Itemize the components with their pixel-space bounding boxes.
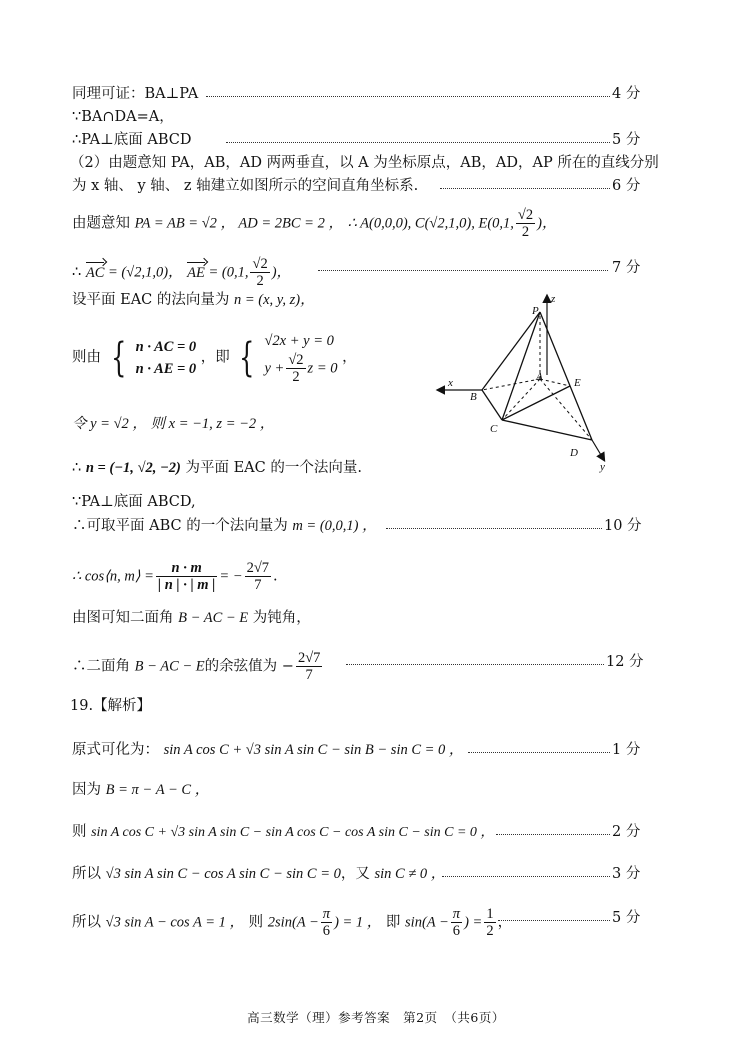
denominator: 2 — [256, 273, 264, 289]
system-row — [264, 352, 337, 385]
fraction — [516, 207, 535, 240]
system-row — [264, 330, 337, 352]
text: （2）由题意知 PA，AB，AD 两两垂直，以 A 为坐标原点，AB，AD，AP 所在的直线分别 — [70, 155, 659, 171]
math-expr: ) = 1 ， — [334, 914, 382, 931]
text: ∵PA⊥底面 ABCD, — [72, 494, 196, 510]
fraction — [321, 906, 332, 939]
text: ∴ — [72, 264, 82, 281]
fraction — [245, 560, 271, 593]
dot-leader — [496, 834, 610, 835]
dot-leader — [498, 920, 610, 921]
proof-line-2 — [72, 107, 174, 127]
proof-line-18 — [72, 740, 463, 760]
score-label: 5 分 — [612, 910, 641, 926]
text: 为平面 EAC 的一个法向量. — [185, 460, 362, 476]
score-label: 12 分 — [606, 654, 644, 670]
score-label: 7 分 — [612, 260, 641, 276]
denominator: 6 — [322, 923, 331, 939]
proof-line-3 — [72, 130, 191, 150]
score-label: 6 分 — [612, 178, 641, 194]
text: ∴二面角 — [72, 658, 130, 675]
label-E: E — [574, 377, 581, 389]
proof-line-4 — [70, 153, 659, 173]
score-label: 4 分 — [612, 86, 641, 102]
math-expr: sin C ≠ 0 ， — [374, 866, 446, 882]
vector-ae: AE — [187, 264, 205, 281]
text: ， — [497, 914, 513, 931]
text: 为 x 轴、 y 轴、 z 轴建立如图所示的空间直角坐标系. — [72, 178, 419, 194]
math-expr: ∴ cos⟨n, m⟩ = — [72, 568, 154, 585]
text: 所以 — [72, 866, 101, 882]
math-expr: ∴ A(0,0,0), C(√2,1,0), E(0,1, — [347, 215, 514, 232]
score-label: 3 分 — [612, 866, 641, 882]
denominator: 7 — [305, 667, 313, 683]
proof-line-6 — [72, 207, 556, 240]
math-expr: m = (0,0,1) ， — [292, 518, 377, 534]
fraction — [286, 352, 305, 385]
proof-line-7 — [72, 256, 291, 289]
proof-line-21 — [72, 864, 445, 884]
math-expr: y + — [264, 360, 285, 377]
dot-leader — [226, 142, 610, 143]
text: . — [273, 568, 278, 585]
proof-line-15 — [72, 608, 311, 628]
fraction — [156, 560, 218, 593]
proof-line-14 — [72, 560, 278, 593]
fraction — [250, 256, 269, 289]
text: 同理可证：BA⊥PA — [72, 86, 199, 102]
proof-line-12 — [72, 492, 196, 512]
edge-CD — [502, 420, 592, 440]
numerator: √2 — [517, 207, 534, 223]
math-expr: n · AE = 0 — [135, 360, 197, 377]
dot-leader — [206, 96, 610, 97]
proof-line-19 — [72, 780, 209, 800]
math-expr: sin A cos C + √3 sin A sin C − sin A cos C − cos A sin C − sin C = 0 ， — [91, 825, 495, 840]
label-z: z — [551, 293, 556, 305]
math-expr: B = π − A − C ， — [105, 782, 210, 798]
numerator: 2√7 — [297, 650, 321, 666]
edge-BC — [482, 390, 502, 420]
math-expr: n = (−1, √2, −2) — [85, 460, 181, 476]
label-x: x — [448, 377, 453, 389]
pyramid-figure — [432, 290, 632, 480]
math-expr: B − AC − E — [134, 658, 205, 675]
text: 的余弦值为 − — [204, 658, 294, 675]
score-label: 5 分 — [612, 132, 641, 148]
denominator: | n | · | m | — [157, 577, 216, 593]
proof-line-22 — [72, 906, 512, 939]
text: 因为 — [72, 782, 101, 798]
text: ∴ — [72, 460, 82, 476]
fraction — [296, 650, 322, 683]
numerator: √2 — [288, 352, 304, 368]
proof-line-5 — [72, 176, 418, 196]
dot-leader — [442, 876, 610, 877]
math-expr: )， — [271, 264, 292, 281]
text: ∵BA∩DA=A， — [72, 109, 174, 125]
left-brace: { — [239, 334, 255, 381]
math-expr: = (√2,1,0)， — [104, 264, 183, 281]
denominator: 2 — [292, 369, 300, 385]
math-expr: z = 0 — [307, 360, 338, 377]
text: ， — [342, 349, 357, 366]
text: 为钝角， — [252, 610, 311, 626]
text: 原式可化为： — [72, 742, 159, 758]
math-expr: √2x + y = 0 — [264, 333, 334, 349]
text: 则 — [72, 824, 87, 840]
math-expr: n · AC = 0 — [135, 338, 197, 355]
text: 则 — [248, 914, 264, 931]
text: ∴可取平面 ABC 的一个法向量为 — [72, 518, 288, 534]
text: 19.【解析】 — [70, 698, 152, 714]
proof-line-16 — [72, 650, 324, 683]
proof-line-9 — [72, 330, 357, 385]
label-B: B — [470, 391, 477, 403]
text: 由题意知 — [72, 215, 130, 232]
score-label: 2 分 — [612, 824, 641, 840]
text: ∴PA⊥底面 ABCD — [72, 132, 192, 148]
math-expr: sin(A − — [405, 914, 449, 931]
text: ，又 — [340, 866, 370, 882]
text: 所以 — [72, 914, 101, 931]
y-axis — [592, 440, 604, 460]
numerator: 2√7 — [246, 560, 270, 576]
vector-ac: AC — [85, 264, 105, 281]
proof-line-11 — [72, 458, 362, 478]
fraction — [451, 906, 462, 939]
dot-leader — [386, 528, 602, 529]
edge-PD — [540, 312, 592, 440]
equation-system — [264, 330, 337, 385]
equation-system — [136, 336, 197, 380]
left-brace: { — [110, 334, 126, 381]
score-label: 10 分 — [604, 518, 642, 534]
numerator: 1 — [486, 906, 494, 922]
proof-line-20 — [72, 822, 494, 843]
system-row — [136, 358, 197, 380]
system-row — [136, 336, 197, 358]
label-D: D — [570, 447, 578, 459]
math-expr: PA = AB = √2 ， AD = 2BC = 2 ， — [134, 215, 343, 232]
numerator: π — [322, 906, 331, 922]
text: 由图可知二面角 — [72, 610, 174, 626]
label-y: y — [600, 461, 605, 473]
math-expr: √3 sin A − cos A = 1 ， — [105, 914, 245, 931]
proof-line-1 — [72, 84, 198, 104]
fraction — [484, 906, 495, 939]
text: 即 — [385, 914, 401, 931]
denominator: 7 — [254, 577, 262, 593]
edge-PB — [482, 312, 540, 390]
denominator: 2 — [486, 923, 494, 939]
proof-line-10 — [72, 414, 274, 434]
label-A: A — [536, 371, 543, 383]
math-expr: 令 y = √2 ， 则 x = −1, z = −2 ， — [72, 416, 275, 432]
text: ，即 — [200, 349, 230, 366]
math-expr: sin A cos C + √3 sin A sin C − sin B − sin C = 0 ， — [163, 742, 464, 758]
numerator: √2 — [252, 256, 268, 272]
page-footer: 高三数学（理）参考答案 第2页 （共6页） — [247, 1010, 505, 1025]
math-expr: ) = — [464, 914, 483, 931]
denominator: 2 — [521, 224, 530, 240]
score-label: 1 分 — [612, 742, 641, 758]
math-expr: )， — [537, 215, 557, 232]
proof-line-8 — [72, 290, 315, 310]
dot-leader — [468, 752, 610, 753]
section-heading-19 — [70, 696, 151, 716]
text: 设平面 EAC 的法向量为 — [72, 292, 230, 308]
proof-line-13 — [72, 516, 377, 536]
math-expr: 2sin(A − — [267, 914, 319, 931]
math-expr: = − — [219, 568, 243, 585]
label-P: P — [532, 305, 539, 317]
denominator: 6 — [452, 923, 461, 939]
text: 则由 — [72, 349, 101, 366]
numerator: π — [452, 906, 461, 922]
numerator: n · m — [156, 560, 218, 577]
label-C: C — [490, 423, 498, 435]
dot-leader — [346, 664, 604, 665]
math-expr: n = (x, y, z)， — [233, 292, 315, 308]
math-expr: B − AC − E — [178, 610, 249, 626]
math-expr: √3 sin A sin C − cos A sin C − sin C = 0 — [105, 866, 341, 882]
dot-leader — [440, 188, 610, 189]
math-expr: = (0,1, — [204, 264, 249, 281]
dot-leader — [318, 270, 608, 271]
